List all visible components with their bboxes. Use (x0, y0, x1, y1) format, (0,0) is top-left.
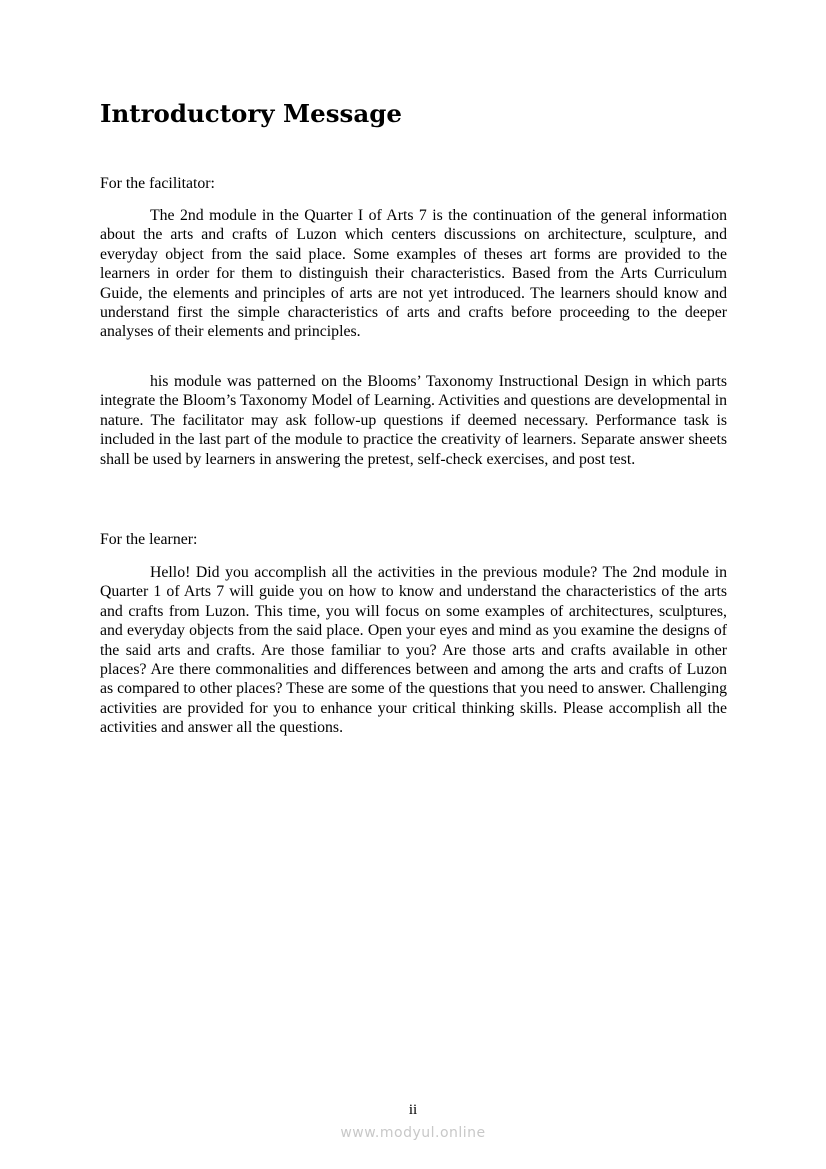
facilitator-paragraph: The 2nd module in the Quarter I of Arts 7 is the continuation of the general information about the arts and crafts of Luzon which centers discussions on architecture, sculpture, and everyday object from the said place. Some examples of theses art forms are provided to the learners in order for them to distinguish their characteristics. Based from the Arts Curriculum Guide, the elements and principles of arts are not yet introduced. The learners should know and understand first the simple characteristics of arts and crafts before proceeding to the deeper analyses of their elements and principles. (100, 207, 727, 341)
facilitator-paragraph: his module was patterned on the Blooms’ Taxonomy Instructional Design in which parts integrate the Bloom’s Taxonomy Model of Learning. Activities and questions are developmental in nature. The facilitator may ask follow-up questions if deemed necessary. Performance task is included in the last part of the module to practice the creativity of learners. Separate answer sheets shall be used by learners in answering the pretest, self-check exercises, and post test. (100, 373, 727, 468)
page-number: ii (408, 1102, 418, 1118)
watermark: www.modyul.online (340, 1125, 486, 1141)
page-title: Introductory Message (100, 99, 402, 128)
learner-section-label: For the learner: (100, 531, 198, 548)
facilitator-section-label: For the facilitator: (100, 175, 215, 192)
learner-paragraph: Hello! Did you accomplish all the activities in the previous module? The 2nd module in Quarter 1 of Arts 7 will guide you on how to know and understand the characteristics of the arts and crafts from Luzon. This time, you will focus on some examples of architectures, sculptures, and everyday objects from the said place. Open your eyes and mind as you examine the designs of the said arts and crafts. Are those familiar to you? Are those arts and crafts available in other places? Are there commonalities and differences between and among the arts and crafts of Luzon as compared to other places? These are some of the questions that you need to answer. Challenging activities are provided for you to enhance your critical thinking skills. Please accomplish all the activities and answer all the questions. (100, 564, 727, 737)
